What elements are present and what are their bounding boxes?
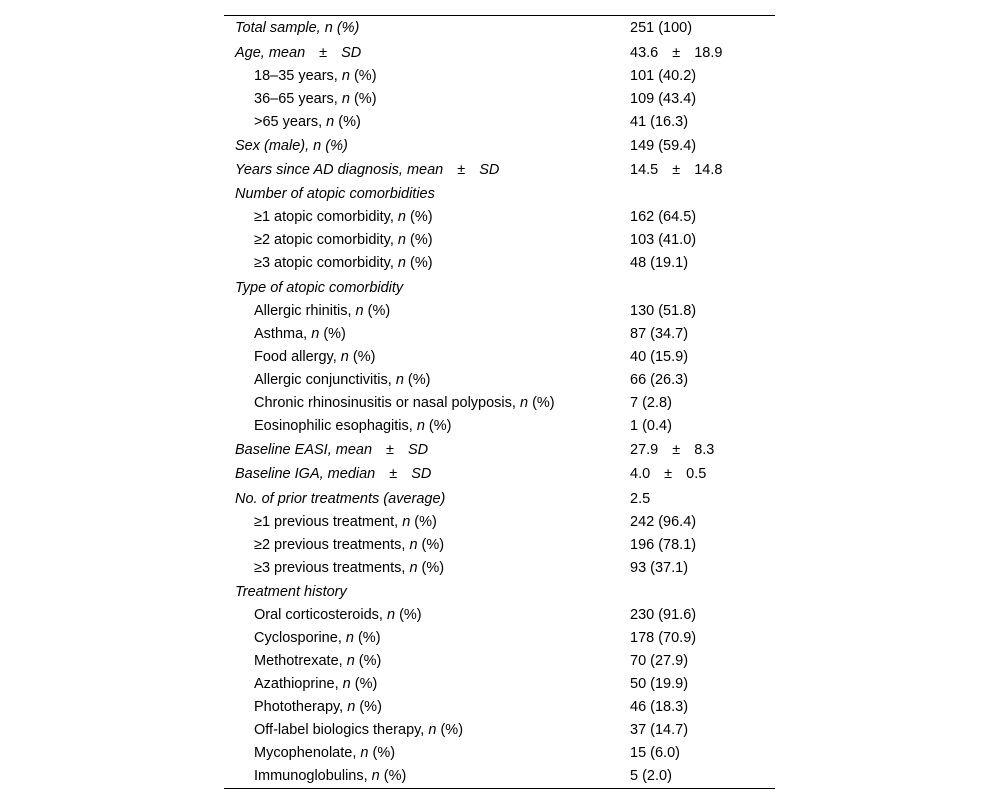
label-part: n xyxy=(402,513,411,530)
row-value: 93 (37.1) xyxy=(630,559,689,576)
row-label xyxy=(254,604,422,627)
label-part: (%) xyxy=(379,767,407,784)
row-value xyxy=(630,463,706,486)
row-value: 46 (18.3) xyxy=(630,698,689,715)
row-label xyxy=(254,65,377,88)
table-row xyxy=(224,323,775,346)
table-row xyxy=(224,17,775,40)
label-part: SD xyxy=(411,466,432,483)
table-row xyxy=(224,765,775,788)
label-part: n xyxy=(371,767,380,784)
label-part: (%) xyxy=(424,417,452,434)
row-value: 1 (0.4) xyxy=(630,417,672,434)
label-part: Years since AD diagnosis, mean xyxy=(235,162,444,179)
row-value: 66 (26.3) xyxy=(630,371,689,388)
table-row xyxy=(224,673,775,696)
row-value xyxy=(630,439,714,462)
row-label xyxy=(235,488,445,511)
row-value: 48 (19.1) xyxy=(630,255,689,272)
row-value: 41 (16.3) xyxy=(630,113,689,130)
label-part: n xyxy=(397,255,406,272)
plus-minus-sign: ± xyxy=(319,44,328,61)
row-label xyxy=(254,346,375,369)
row-label xyxy=(254,765,406,788)
row-label xyxy=(254,111,361,134)
row-value: 103 (41.0) xyxy=(630,232,697,249)
table-row xyxy=(224,604,775,627)
row-label xyxy=(254,323,346,346)
value-part: ± xyxy=(672,442,681,459)
label-part: Azathioprine, xyxy=(254,675,343,692)
label-part: (%) xyxy=(405,209,433,226)
label-part: (%) xyxy=(405,232,433,249)
label-part: (%) xyxy=(417,536,445,553)
label-part: n xyxy=(397,232,406,249)
label-part: n xyxy=(386,606,396,623)
value-part: 14.5 xyxy=(630,162,659,179)
label-part: Off-label biologics therapy, xyxy=(254,721,429,738)
label-part: n xyxy=(355,302,364,319)
row-value: 87 (34.7) xyxy=(630,325,689,342)
label-part: n xyxy=(342,675,351,692)
table-row xyxy=(224,392,775,415)
row-value: 251 (100) xyxy=(630,20,693,37)
label-part: (%) xyxy=(334,113,361,130)
table-row xyxy=(224,300,775,323)
value-part: 43.6 xyxy=(630,44,659,61)
row-label xyxy=(235,463,431,486)
row-value: 130 (51.8) xyxy=(630,302,697,319)
table-row xyxy=(224,650,775,673)
row-value: 101 (40.2) xyxy=(630,67,697,84)
label-part: No. of prior treatments (average) xyxy=(235,490,446,507)
value-part: 8.3 xyxy=(694,442,715,459)
row-label xyxy=(235,159,499,182)
table-row xyxy=(224,252,775,275)
table-row xyxy=(224,534,775,557)
row-value: 50 (19.9) xyxy=(630,675,689,692)
label-part: (%) xyxy=(355,698,382,715)
row-value: 196 (78.1) xyxy=(630,536,697,553)
label-part: Total sample, n (%) xyxy=(235,20,360,37)
row-value: 5 (2.0) xyxy=(630,767,672,784)
label-part: n xyxy=(326,113,335,130)
label-part: n xyxy=(345,629,354,646)
table-row xyxy=(224,111,775,134)
label-part: Allergic rhinitis, xyxy=(254,302,356,319)
row-label xyxy=(235,277,403,300)
label-part: n xyxy=(416,417,425,434)
row-label xyxy=(254,696,382,719)
label-part: Phototherapy, xyxy=(254,698,348,715)
baseline-characteristics-table xyxy=(224,15,775,789)
label-part: n xyxy=(519,394,529,411)
row-label xyxy=(254,673,377,696)
row-value: 40 (15.9) xyxy=(630,348,689,365)
row-value: 242 (96.4) xyxy=(630,513,697,530)
label-part: (%) xyxy=(405,255,433,272)
table-row xyxy=(224,742,775,765)
row-label xyxy=(235,581,347,604)
row-label xyxy=(254,719,463,742)
label-part: n xyxy=(360,744,369,761)
label-part: (%) xyxy=(363,302,391,319)
label-part: n xyxy=(341,90,350,107)
table-row xyxy=(224,346,775,369)
value-part: ± xyxy=(664,466,673,483)
plus-minus-sign: ± xyxy=(457,162,466,179)
value-part: 27.9 xyxy=(630,442,659,459)
row-value: 70 (27.9) xyxy=(630,652,689,669)
table-row xyxy=(224,369,775,392)
table-row xyxy=(224,581,775,604)
label-part: Food allergy, xyxy=(254,348,341,365)
table-row xyxy=(224,229,775,252)
label-part: SD xyxy=(408,442,429,459)
label-part: n xyxy=(397,209,406,226)
label-part: Age, mean xyxy=(235,44,306,61)
row-value: 7 (2.8) xyxy=(630,394,672,411)
table-row xyxy=(224,488,775,511)
row-value xyxy=(630,42,722,65)
row-value: 2.5 xyxy=(630,490,651,507)
label-part: Cyclosporine, xyxy=(254,629,346,646)
table-row xyxy=(224,696,775,719)
label-part: n xyxy=(346,652,355,669)
table-row xyxy=(224,42,775,65)
label-part: (%) xyxy=(410,513,437,530)
row-label xyxy=(254,88,377,111)
table-row xyxy=(224,159,775,182)
row-label xyxy=(254,369,431,392)
plus-minus-sign: ± xyxy=(389,466,398,483)
label-part: ≥3 atopic comorbidity, xyxy=(254,255,398,272)
label-part: ≥2 previous treatments, xyxy=(254,536,410,553)
label-part: (%) xyxy=(350,675,378,692)
row-value: 149 (59.4) xyxy=(630,137,697,154)
plus-minus-sign: ± xyxy=(386,442,394,459)
label-part: Methotrexate, xyxy=(254,652,347,669)
row-label xyxy=(254,415,452,438)
label-part: 36–65 years, xyxy=(254,90,342,107)
label-part: n xyxy=(341,67,350,84)
label-part: n xyxy=(347,698,356,715)
label-part: Number of atopic comorbidities xyxy=(235,186,435,203)
table-row xyxy=(224,135,775,158)
value-part: 4.0 xyxy=(630,466,651,483)
label-part: ≥1 previous treatment, xyxy=(254,513,403,530)
label-part: ≥3 previous treatments, xyxy=(254,559,410,576)
row-label xyxy=(235,135,348,158)
row-label xyxy=(254,511,437,534)
label-part: Chronic rhinosinusitis or nasal polyposis, xyxy=(254,394,520,411)
table-row xyxy=(224,439,775,462)
row-label xyxy=(254,206,433,229)
row-label xyxy=(254,392,555,415)
value-part: 18.9 xyxy=(694,44,723,61)
label-part: Baseline IGA, median xyxy=(235,466,376,483)
row-label xyxy=(254,557,444,580)
row-label xyxy=(254,650,381,673)
label-part: (%) xyxy=(528,394,555,411)
label-part: Oral corticosteroids, xyxy=(254,606,387,623)
label-part: Sex (male), n (%) xyxy=(235,137,348,154)
table-row xyxy=(224,415,775,438)
value-part: 0.5 xyxy=(686,466,707,483)
row-value: 109 (43.4) xyxy=(630,90,697,107)
table-row xyxy=(224,557,775,580)
label-part: (%) xyxy=(395,606,422,623)
table-row xyxy=(224,183,775,206)
label-part: (%) xyxy=(348,348,376,365)
label-part: n xyxy=(409,559,418,576)
label-part: >65 years, xyxy=(254,113,327,130)
row-value: 230 (91.6) xyxy=(630,606,697,623)
row-value: 37 (14.7) xyxy=(630,721,689,738)
label-part: ≥1 atopic comorbidity, xyxy=(254,209,398,226)
label-part: SD xyxy=(341,44,362,61)
label-part: n xyxy=(395,371,404,388)
label-part: Eosinophilic esophagitis, xyxy=(254,417,417,434)
table-row xyxy=(224,511,775,534)
row-label xyxy=(254,627,381,650)
table-row xyxy=(224,627,775,650)
row-label xyxy=(235,17,359,40)
label-part: Baseline EASI, mean xyxy=(235,442,373,459)
row-label xyxy=(235,183,435,206)
row-value: 15 (6.0) xyxy=(630,744,680,761)
label-part: n xyxy=(340,348,349,365)
label-part: (%) xyxy=(354,652,382,669)
label-part: n xyxy=(311,325,320,342)
value-part: ± xyxy=(672,162,681,179)
value-part: ± xyxy=(672,44,681,61)
row-value xyxy=(630,159,722,182)
label-part: SD xyxy=(479,162,500,179)
row-label xyxy=(254,229,433,252)
value-part: 14.8 xyxy=(694,162,723,179)
label-part: (%) xyxy=(319,325,346,342)
label-part: Mycophenolate, xyxy=(254,744,361,761)
label-part: Treatment history xyxy=(235,583,347,600)
row-label xyxy=(235,439,428,462)
label-part: (%) xyxy=(349,67,377,84)
table-row xyxy=(224,463,775,486)
label-part: Allergic conjunctivitis, xyxy=(254,371,396,388)
label-part: ≥2 atopic comorbidity, xyxy=(254,232,398,249)
label-part: Immunoglobulins, xyxy=(254,767,372,784)
label-part: Asthma, xyxy=(254,325,312,342)
label-part: 18–35 years, xyxy=(254,67,342,84)
label-part: n xyxy=(428,721,437,738)
row-label xyxy=(235,42,361,65)
label-part: Type of atopic comorbidity xyxy=(235,279,404,296)
table-row xyxy=(224,719,775,742)
label-part: (%) xyxy=(436,721,464,738)
label-part: (%) xyxy=(349,90,377,107)
table-row xyxy=(224,88,775,111)
table-row xyxy=(224,65,775,88)
table-row xyxy=(224,206,775,229)
row-label xyxy=(254,300,390,323)
row-value: 178 (70.9) xyxy=(630,629,697,646)
row-label xyxy=(254,534,444,557)
row-label xyxy=(254,252,433,275)
table-row xyxy=(224,277,775,300)
row-value: 162 (64.5) xyxy=(630,209,697,226)
label-part: (%) xyxy=(368,744,396,761)
label-part: (%) xyxy=(417,559,445,576)
label-part: (%) xyxy=(353,629,381,646)
row-label xyxy=(254,742,395,765)
label-part: (%) xyxy=(403,371,431,388)
label-part: n xyxy=(409,536,418,553)
